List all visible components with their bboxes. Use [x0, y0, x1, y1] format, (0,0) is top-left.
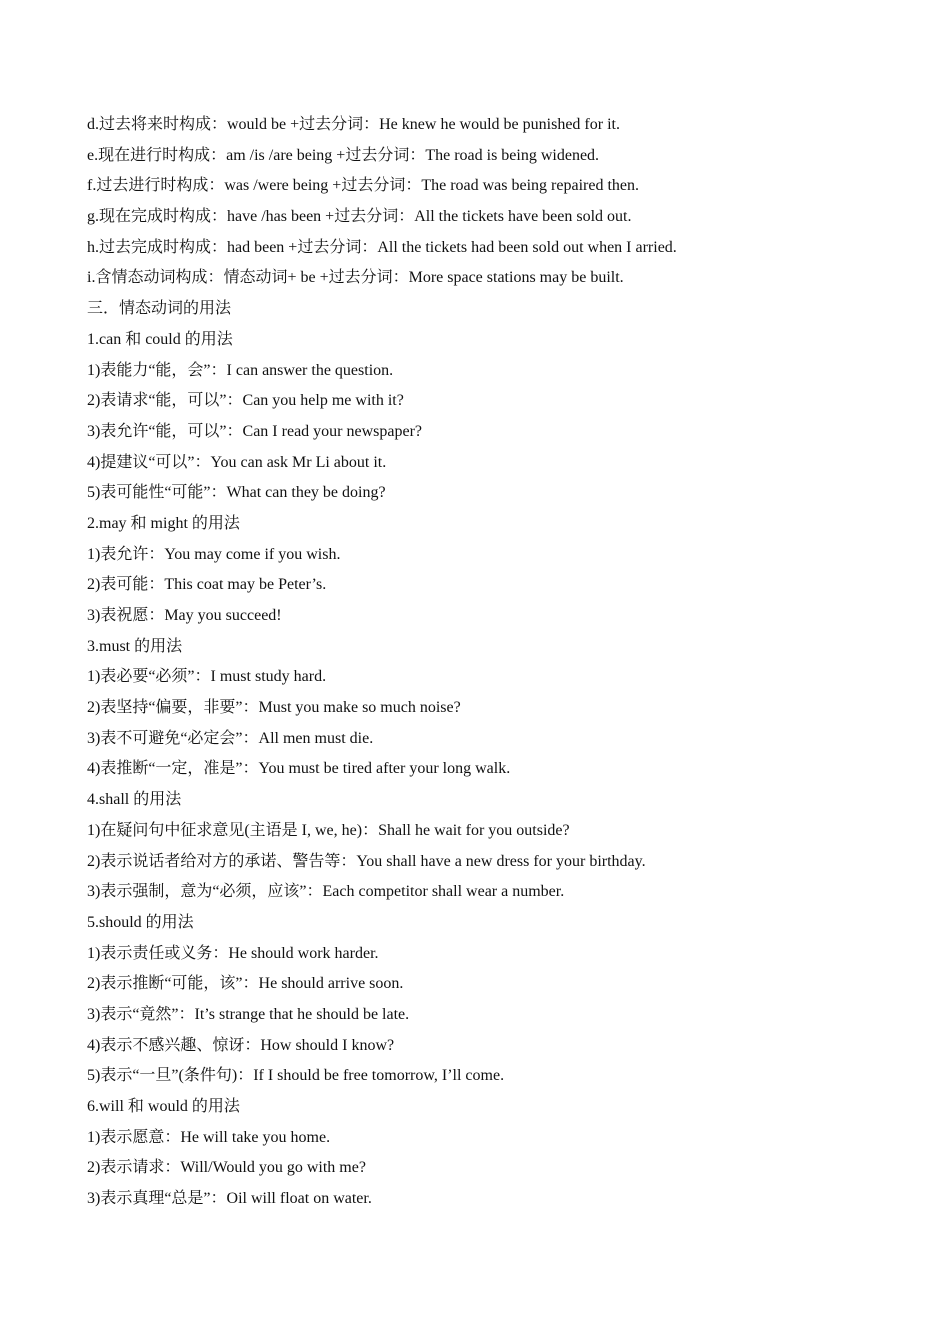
- text-line: 5)表示“一旦”(条件句)：If I should be free tomorrow, I’ll come.: [87, 1067, 505, 1085]
- passive-present-progressive-line: e.现在进行时构成：am /is /are being +过去分词：The road is being widened.: [87, 146, 600, 164]
- document-page: [87, 110, 887, 1215]
- text-line: 3)表示“竟然”：It’s strange that he should be late.: [87, 1005, 410, 1023]
- text-line: 2)表坚持“偏要，非要”：Must you make so much noise?: [87, 699, 461, 717]
- text-line: 4)表示不感兴趣、惊讶：How should I know?: [87, 1036, 395, 1054]
- text-line: 3)表祝愿：May you succeed!: [87, 607, 282, 624]
- section-heading-modal-verbs: 三．情态动词的用法: [87, 300, 232, 318]
- text-line: 3)表示强制，意为“必须，应该”：Each competitor shall wear a number.: [87, 883, 565, 901]
- subheading-shall: 4.shall 的用法: [87, 791, 182, 809]
- text-line: 1)表能力“能，会”：I can answer the question.: [87, 361, 394, 379]
- text-line: 1)在疑问句中征求意见(主语是 I, we, he)：Shall he wait for you outside?: [87, 821, 570, 839]
- text-line: 1)表允许：You may come if you wish.: [87, 545, 341, 563]
- text-line: 2)表示说话者给对方的承诺、警告等：You shall have a new dress for your birthday.: [87, 852, 646, 870]
- subheading-should: 5.should 的用法: [87, 913, 194, 931]
- text-line: 3)表示真理“总是”：Oil will float on water.: [87, 1190, 372, 1208]
- text-line: 4)提建议“可以”：You can ask Mr Li about it.: [87, 453, 387, 471]
- text-line: 1)表示愿意：He will take you home.: [87, 1128, 331, 1146]
- text-line: 2)表请求“能，可以”：Can you help me with it?: [87, 392, 404, 410]
- passive-past-progressive-line: f.过去进行时构成：was /were being +过去分词：The road was being repaired then.: [87, 177, 640, 195]
- text-line: 2)表示请求：Will/Would you go with me?: [87, 1159, 366, 1177]
- subheading-can-could: 1.can 和 could 的用法: [87, 330, 233, 348]
- passive-past-perfect-line: h.过去完成时构成：had been +过去分词：All the tickets had been sold out when I arried.: [87, 238, 677, 256]
- text-line: 2)表示推断“可能，该”：He should arrive soon.: [87, 975, 404, 993]
- text-line: 2)表可能：This coat may be Peter’s.: [87, 576, 327, 594]
- text-line: 3)表不可避免“必定会”：All men must die.: [87, 729, 374, 747]
- text-line: 1)表必要“必须”：I must study hard.: [87, 668, 327, 686]
- passive-present-perfect-line: g.现在完成时构成：have /has been +过去分词：All the tickets have been sold out.: [87, 208, 632, 226]
- text-line: 4)表推断“一定，准是”：You must be tired after your long walk.: [87, 760, 511, 778]
- subheading-may-might: 2.may 和 might 的用法: [87, 514, 240, 532]
- text-line: 1)表示责任或义务：He should work harder.: [87, 944, 379, 962]
- text-line: 5)表可能性“可能”：What can they be doing?: [87, 484, 386, 502]
- subheading-must: 3.must 的用法: [87, 637, 183, 655]
- passive-modal-line: i.含情态动词构成：情态动词+ be +过去分词：More space stations may be built.: [87, 269, 624, 287]
- passive-future-in-past-line: d.过去将来时构成：would be +过去分词：He knew he would be punished for it.: [87, 116, 620, 133]
- text-line: 3)表允许“能，可以”：Can I read your newspaper?: [87, 422, 423, 440]
- subheading-will-would: 6.will 和 would 的用法: [87, 1098, 240, 1115]
